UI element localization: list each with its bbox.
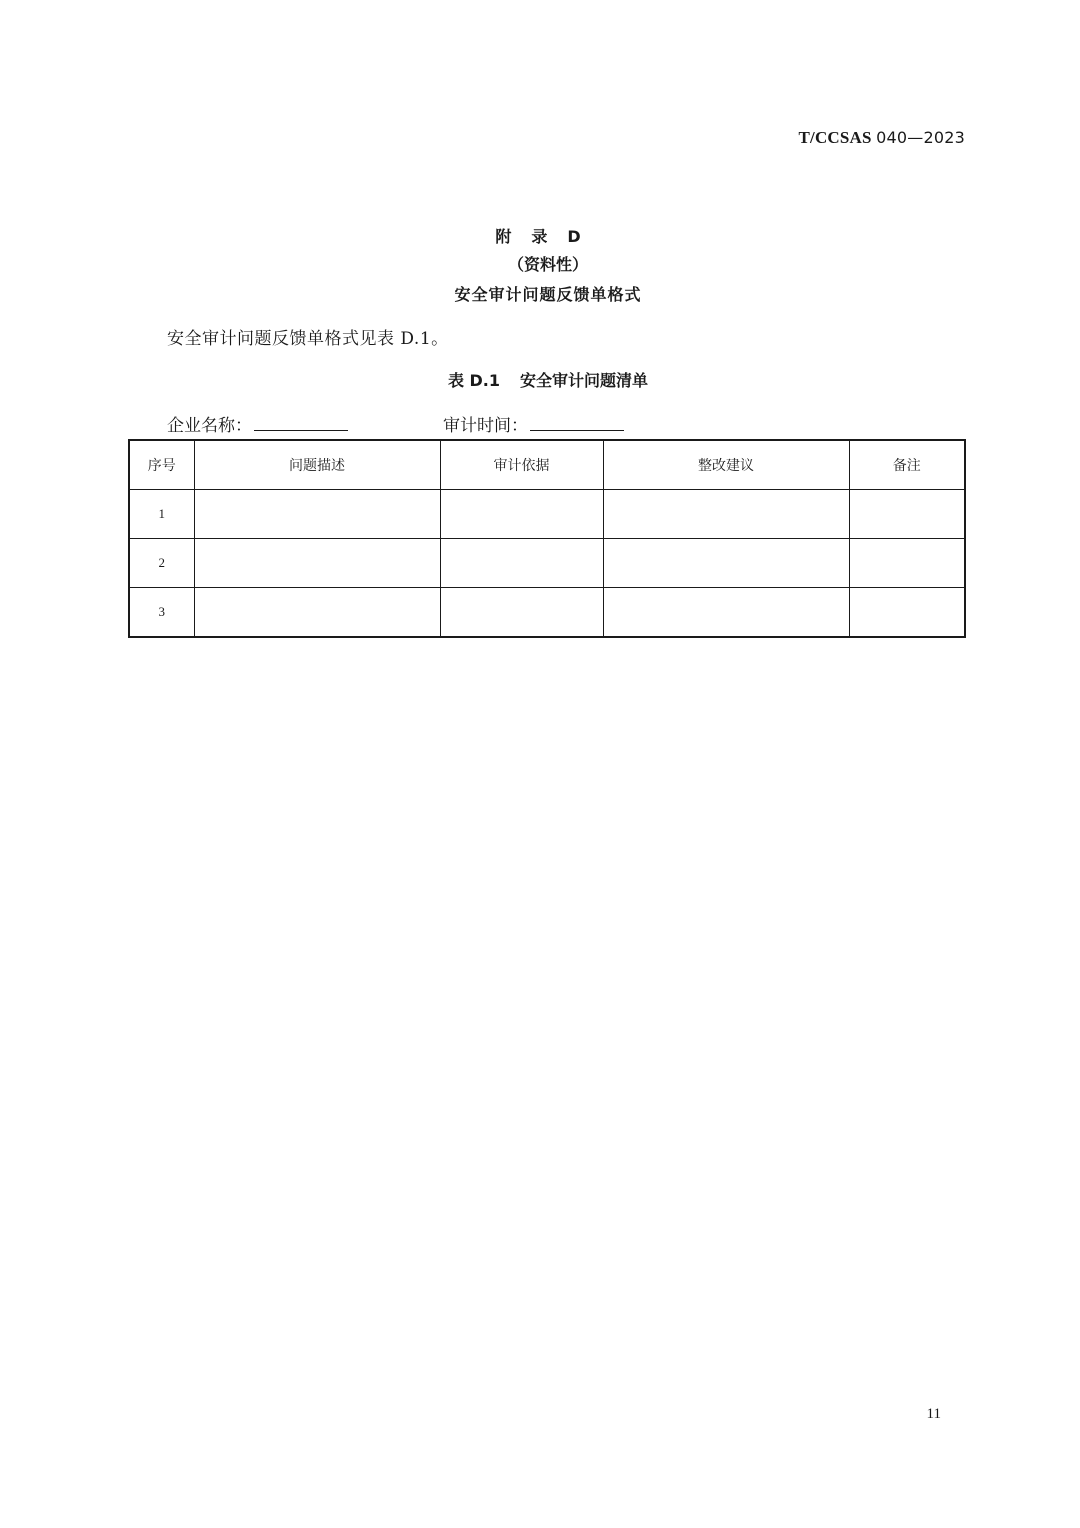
audit-time-blank	[530, 412, 624, 431]
cell-description	[194, 588, 440, 638]
audit-issue-table	[128, 439, 966, 638]
column-header-description: 问题描述	[194, 440, 440, 490]
cell-index: 1	[129, 490, 194, 539]
cell-suggestion	[603, 539, 849, 588]
standard-prefix: T/CCSAS	[798, 128, 872, 147]
company-name-label: 企业名称：	[167, 416, 252, 436]
column-header-basis: 审计依据	[440, 440, 603, 490]
table-row	[129, 588, 965, 638]
table-row	[129, 539, 965, 588]
audit-time-label: 审计时间：	[443, 416, 528, 436]
cell-remark	[849, 490, 965, 539]
table-caption-label: 表 D.1	[447, 371, 501, 390]
cell-basis	[440, 588, 603, 638]
intro-paragraph: 安全审计问题反馈单格式见表 D.1。	[167, 329, 449, 349]
cell-remark	[849, 539, 965, 588]
audit-time-field	[443, 411, 624, 436]
cell-remark	[849, 588, 965, 638]
column-header-remark: 备注	[849, 440, 965, 490]
table-caption-title: 安全审计问题清单	[520, 371, 649, 390]
table-row	[129, 490, 965, 539]
cell-index: 2	[129, 539, 194, 588]
cell-description	[194, 539, 440, 588]
table-header-row	[129, 440, 965, 490]
appendix-type: （资料性）	[507, 255, 588, 274]
page-number: 11	[926, 1406, 941, 1422]
cell-index: 3	[129, 588, 194, 638]
appendix-title: 附录D	[495, 227, 601, 246]
cell-description	[194, 490, 440, 539]
company-name-blank	[254, 412, 348, 431]
column-header-index: 序号	[129, 440, 194, 490]
standard-year-number: 040—2023	[876, 128, 965, 147]
standard-number	[798, 128, 965, 148]
appendix-name: 安全审计问题反馈单格式	[454, 285, 642, 304]
cell-basis	[440, 490, 603, 539]
column-header-suggestion: 整改建议	[603, 440, 849, 490]
table-caption	[0, 368, 1080, 391]
cell-basis	[440, 539, 603, 588]
company-name-field	[167, 411, 348, 436]
cell-suggestion	[603, 490, 849, 539]
cell-suggestion	[603, 588, 849, 638]
